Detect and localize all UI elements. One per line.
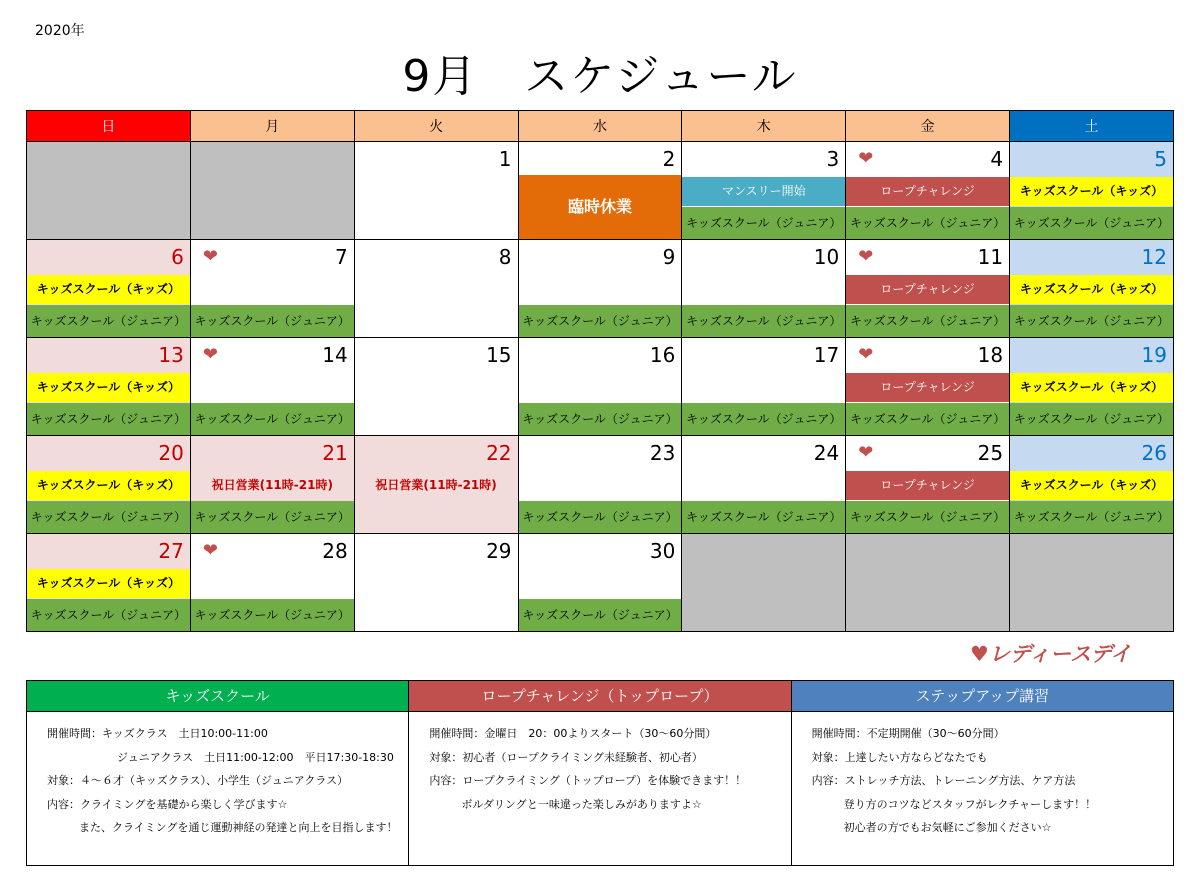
- kids-class-event: キッズスクール（キッズ）: [27, 569, 190, 598]
- info-line: 対象：初心者（ロープクライミング未経験者、初心者）: [429, 750, 703, 764]
- info-line: 内容：ストレッチ方法、トレーニング方法、ケア方法: [811, 774, 1076, 787]
- calendar-day: [682, 142, 846, 240]
- junior-class-event: キッズスクール（ジュニア）: [27, 599, 190, 631]
- calendar-day: [682, 338, 846, 436]
- heart-icon: ❤: [858, 148, 874, 169]
- rope-challenge-header: ロープチャレンジ（トップロープ）: [409, 681, 791, 712]
- info-line: 対象：４〜６才（キッズクラス）、小学生（ジュニアクラス）: [47, 774, 349, 787]
- year-label: 2020年: [35, 23, 85, 39]
- calendar-day: [846, 240, 1010, 338]
- kids-class-event: キッズスクール（キッズ）: [1010, 373, 1173, 402]
- temporary-closure-label: 臨時休業: [519, 175, 682, 239]
- info-line: ボルダリングと一味違った楽しみがありますよ☆: [461, 797, 702, 811]
- junior-class-event: キッズスクール（ジュニア）: [191, 305, 354, 337]
- calendar-body: [27, 142, 1174, 632]
- calendar-week: [27, 240, 1174, 338]
- calendar-day: [1010, 534, 1174, 632]
- rope-challenge-event: ロープチャレンジ: [846, 373, 1009, 402]
- day-number: 2: [662, 147, 676, 171]
- calendar: [26, 110, 1174, 632]
- junior-class-event: キッズスクール（ジュニア）: [519, 501, 682, 533]
- day-number: 26: [1141, 441, 1167, 465]
- calendar-day: [682, 240, 846, 338]
- calendar-day: [518, 534, 682, 632]
- junior-class-event: キッズスクール（ジュニア）: [27, 501, 190, 533]
- calendar-day: [846, 142, 1010, 240]
- page-title: 9月 スケジュール: [402, 51, 798, 102]
- info-line: 内容：ロープクライミング（トップロープ）を体験できます！！: [429, 774, 747, 787]
- calendar-day: [1010, 338, 1174, 436]
- day-number: 14: [322, 343, 348, 367]
- day-number: 21: [322, 441, 348, 465]
- day-number: 24: [813, 441, 840, 465]
- rope-challenge-event: ロープチャレンジ: [846, 471, 1009, 500]
- day-number: 25: [977, 441, 1004, 465]
- day-number: 17: [813, 343, 840, 367]
- heart-icon: ❤: [858, 442, 874, 463]
- day-number: 1: [498, 147, 512, 171]
- calendar-day: [682, 436, 846, 534]
- junior-class-event: キッズスクール（ジュニア）: [191, 501, 354, 533]
- calendar-day: [518, 142, 682, 240]
- info-line: ジュニアクラス 土日11:00-12:00 平日17:30-18:30: [117, 750, 394, 764]
- calendar-day: [1010, 142, 1174, 240]
- calendar-day: [354, 338, 518, 436]
- weekday-header: 月: [190, 111, 354, 142]
- info-line: 内容：クライミングを基礎から楽しく学びます☆: [47, 797, 288, 811]
- calendar-day: [682, 534, 846, 632]
- calendar-day: [27, 436, 191, 534]
- weekday-header: 日: [27, 111, 191, 142]
- calendar-day: [354, 436, 518, 534]
- calendar-day: [27, 534, 191, 632]
- junior-class-event: キッズスクール（ジュニア）: [682, 207, 845, 239]
- day-number: 18: [977, 343, 1004, 367]
- day-number: 12: [1141, 245, 1167, 269]
- calendar-day: [190, 534, 354, 632]
- info-line: 開催時間：キッズクラス 土日10:00-11:00: [47, 727, 268, 740]
- day-number: 3: [826, 147, 840, 171]
- junior-class-event: キッズスクール（ジュニア）: [846, 403, 1009, 435]
- weekday-header-row: [27, 111, 1174, 142]
- calendar-day: [190, 436, 354, 534]
- calendar-day: [354, 240, 518, 338]
- day-number: 9: [662, 245, 676, 269]
- junior-class-event: キッズスクール（ジュニア）: [846, 501, 1009, 533]
- day-number: 27: [158, 539, 184, 563]
- calendar-day: [27, 240, 191, 338]
- weekday-header: 土: [1010, 111, 1174, 142]
- calendar-day: [846, 534, 1010, 632]
- day-number: 29: [486, 539, 512, 563]
- day-number: 16: [649, 343, 676, 367]
- calendar-day: [190, 338, 354, 436]
- day-number: 8: [498, 245, 512, 269]
- day-number: 15: [486, 343, 512, 367]
- weekday-header: 水: [518, 111, 682, 142]
- heart-icon: ❤: [858, 344, 874, 365]
- info-line: 開催時間：不定期開催（30〜60分間）: [811, 727, 1005, 740]
- day-number: 20: [158, 441, 184, 465]
- rope-challenge-body: [409, 712, 791, 866]
- junior-class-event: キッズスクール（ジュニア）: [682, 403, 845, 435]
- junior-class-event: キッズスクール（ジュニア）: [1010, 207, 1173, 239]
- weekday-header: 木: [682, 111, 846, 142]
- day-number: 13: [158, 343, 184, 367]
- junior-class-event: キッズスクール（ジュニア）: [846, 305, 1009, 337]
- kids-class-event: キッズスクール（キッズ）: [27, 275, 190, 304]
- calendar-day: [518, 436, 682, 534]
- junior-class-event: キッズスクール（ジュニア）: [846, 207, 1009, 239]
- kids-class-event: キッズスクール（キッズ）: [27, 373, 190, 402]
- junior-class-event: キッズスクール（ジュニア）: [682, 305, 845, 337]
- ladies-day-legend: [970, 638, 1131, 668]
- calendar-day: [190, 240, 354, 338]
- junior-class-event: キッズスクール（ジュニア）: [27, 305, 190, 337]
- junior-class-event: キッズスクール（ジュニア）: [1010, 501, 1173, 533]
- calendar-day: [846, 436, 1010, 534]
- info-line: 開催時間：金曜日 20：00よりスタート（30〜60分間）: [429, 727, 717, 740]
- holiday-hours-event: 祝日営業(11時-21時): [211, 478, 333, 492]
- heart-icon: ❤: [202, 344, 218, 365]
- kids-class-event: キッズスクール（キッズ）: [1010, 177, 1173, 206]
- junior-class-event: キッズスクール（ジュニア）: [191, 599, 354, 631]
- calendar-day: [354, 142, 518, 240]
- junior-class-event: キッズスクール（ジュニア）: [519, 403, 682, 435]
- calendar-week: [27, 338, 1174, 436]
- heart-icon: ❤: [202, 540, 218, 561]
- junior-class-event: キッズスクール（ジュニア）: [27, 403, 190, 435]
- step-up-body: [791, 712, 1173, 866]
- junior-class-event: キッズスクール（ジュニア）: [1010, 305, 1173, 337]
- day-number: 7: [334, 245, 348, 269]
- calendar-day: [27, 338, 191, 436]
- day-number: 5: [1154, 147, 1167, 171]
- ladies-day-label: レディースデイ: [988, 642, 1132, 666]
- calendar-day: [190, 142, 354, 240]
- info-line: 対象：上達したい方ならどなたでも: [811, 750, 988, 764]
- junior-class-event: キッズスクール（ジュニア）: [519, 305, 682, 337]
- weekday-header: 金: [846, 111, 1010, 142]
- calendar-week: [27, 534, 1174, 632]
- day-number: 28: [322, 539, 348, 563]
- day-number: 6: [171, 245, 184, 269]
- info-line: 初心者の方でもお気軽にご参加ください☆: [843, 821, 1052, 834]
- info-line: 登り方のコツなどスタッフがレクチャーします！！: [843, 797, 1097, 811]
- day-number: 10: [813, 245, 840, 269]
- monthly-start-event: マンスリー開始: [682, 177, 845, 206]
- calendar-day: [518, 240, 682, 338]
- calendar-day: [846, 338, 1010, 436]
- junior-class-event: キッズスクール（ジュニア）: [1010, 403, 1173, 435]
- calendar-day: [27, 142, 191, 240]
- day-number: 4: [990, 147, 1004, 171]
- kids-school-body: [27, 712, 409, 866]
- calendar-day: [518, 338, 682, 436]
- heart-icon: ❤: [858, 246, 874, 267]
- holiday-hours-event: 祝日営業(11時-21時): [375, 478, 497, 492]
- heart-icon: ♥: [970, 642, 989, 666]
- junior-class-event: キッズスクール（ジュニア）: [519, 599, 682, 631]
- day-number: 22: [486, 441, 512, 465]
- calendar-week: [27, 436, 1174, 534]
- junior-class-event: キッズスクール（ジュニア）: [682, 501, 845, 533]
- day-number: 11: [977, 245, 1004, 269]
- rope-challenge-event: ロープチャレンジ: [846, 177, 1009, 206]
- day-number: 23: [649, 441, 676, 465]
- calendar-week: [27, 142, 1174, 240]
- day-number: 19: [1141, 343, 1167, 367]
- calendar-day: [1010, 240, 1174, 338]
- calendar-day: [354, 534, 518, 632]
- info-line: また、クライミングを通じ運動神経の発達と向上を目指します！: [79, 821, 398, 834]
- info-panel: [26, 680, 1174, 866]
- step-up-header: ステップアップ講習: [791, 681, 1173, 712]
- rope-challenge-event: ロープチャレンジ: [846, 275, 1009, 304]
- kids-class-event: キッズスクール（キッズ）: [27, 471, 190, 500]
- junior-class-event: キッズスクール（ジュニア）: [191, 403, 354, 435]
- kids-school-header: キッズスクール: [27, 681, 409, 712]
- heart-icon: ❤: [202, 246, 218, 267]
- weekday-header: 火: [354, 111, 518, 142]
- kids-class-event: キッズスクール（キッズ）: [1010, 275, 1173, 304]
- day-number: 30: [649, 539, 676, 563]
- calendar-day: [1010, 436, 1174, 534]
- kids-class-event: キッズスクール（キッズ）: [1010, 471, 1173, 500]
